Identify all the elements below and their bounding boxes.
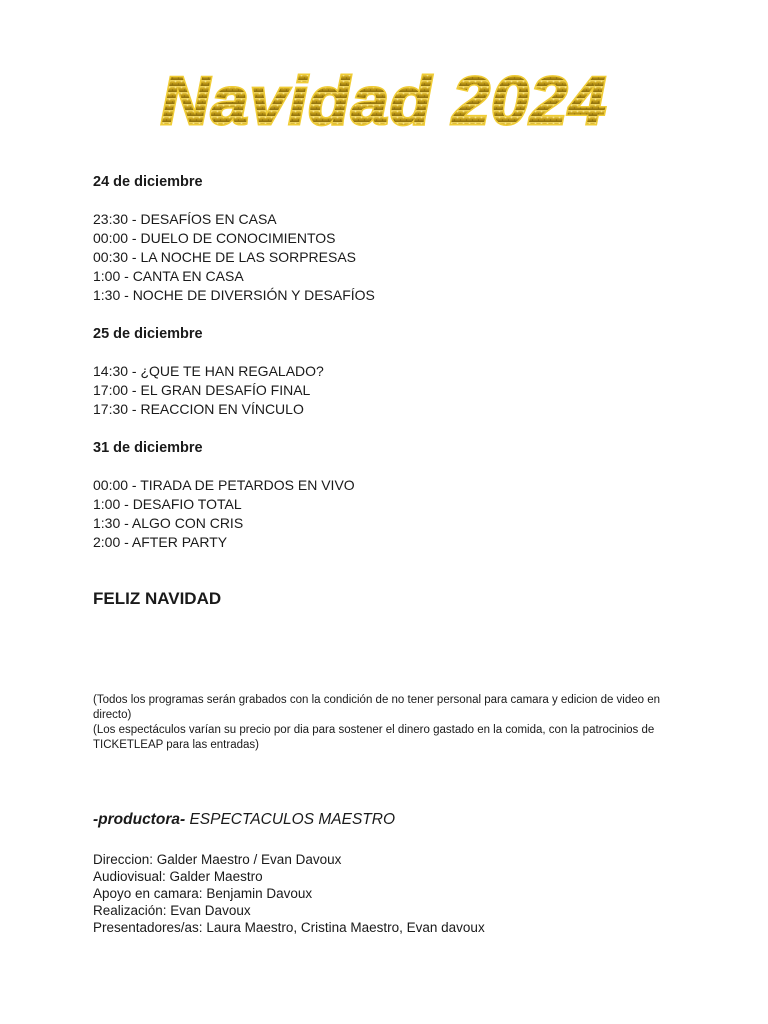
schedule-list <box>93 476 693 552</box>
credit-item: Apoyo en camara: Benjamin Davoux <box>93 886 313 901</box>
credit-item: Realización: Evan Davoux <box>93 903 251 918</box>
schedule-block-dec24 <box>93 172 693 305</box>
date-heading: 31 de diciembre <box>93 440 203 456</box>
schedule-item: 1:30 - NOCHE DE DIVERSIÓN Y DESAFÍOS <box>93 287 375 303</box>
page-title: Navidad 2024 <box>160 63 608 139</box>
schedule-item: 2:00 - AFTER PARTY <box>93 534 228 550</box>
schedule-item: 1:00 - CANTA EN CASA <box>93 268 244 284</box>
schedule-item: 17:00 - EL GRAN DESAFÍO FINAL <box>93 382 311 398</box>
schedule-item: 1:30 - ALGO CON CRIS <box>93 515 244 531</box>
producer-label: -productora- <box>93 811 186 828</box>
schedule-item: 00:00 - DUELO DE CONOCIMIENTOS <box>93 230 336 246</box>
schedule-content <box>93 172 693 610</box>
date-heading: 25 de diciembre <box>93 326 203 342</box>
title-graphic <box>0 62 768 142</box>
credit-item: Direccion: Galder Maestro / Evan Davoux <box>93 852 342 867</box>
credits-list <box>93 851 485 936</box>
producer-name: ESPECTACULOS MAESTRO <box>189 811 396 828</box>
notes <box>93 693 683 753</box>
credit-item: Presentadores/as: Laura Maestro, Cristina Maestro, Evan davoux <box>93 920 485 935</box>
schedule-item: 23:30 - DESAFÍOS EN CASA <box>93 211 277 227</box>
credit-item: Audiovisual: Galder Maestro <box>93 869 263 884</box>
schedule-item: 00:30 - LA NOCHE DE LAS SORPRESAS <box>93 249 356 265</box>
date-heading: 24 de diciembre <box>93 174 203 190</box>
schedule-item: 1:00 - DESAFIO TOTAL <box>93 496 242 512</box>
schedule-block-dec31 <box>93 438 693 552</box>
schedule-item: 17:30 - REACCION EN VÍNCULO <box>93 401 304 417</box>
schedule-item: 14:30 - ¿QUE TE HAN REGALADO? <box>93 363 324 379</box>
schedule-list <box>93 210 693 305</box>
note-text: (Todos los programas serán grabados con la condición de no tener personal para camara y edicion de video en directo) <box>93 694 661 721</box>
note-text: (Los espectáculos varían su precio por dia para sostener el dinero gastado en la comida, con la patrocinios de TICKETLEAP para las entradas) <box>93 724 655 751</box>
schedule-item: 00:00 - TIRADA DE PETARDOS EN VIVO <box>93 477 355 493</box>
schedule-block-dec25 <box>93 324 693 419</box>
greeting-heading: FELIZ NAVIDAD <box>93 589 222 608</box>
title-banner <box>0 62 768 142</box>
schedule-list <box>93 362 693 419</box>
producer-line <box>93 809 395 831</box>
